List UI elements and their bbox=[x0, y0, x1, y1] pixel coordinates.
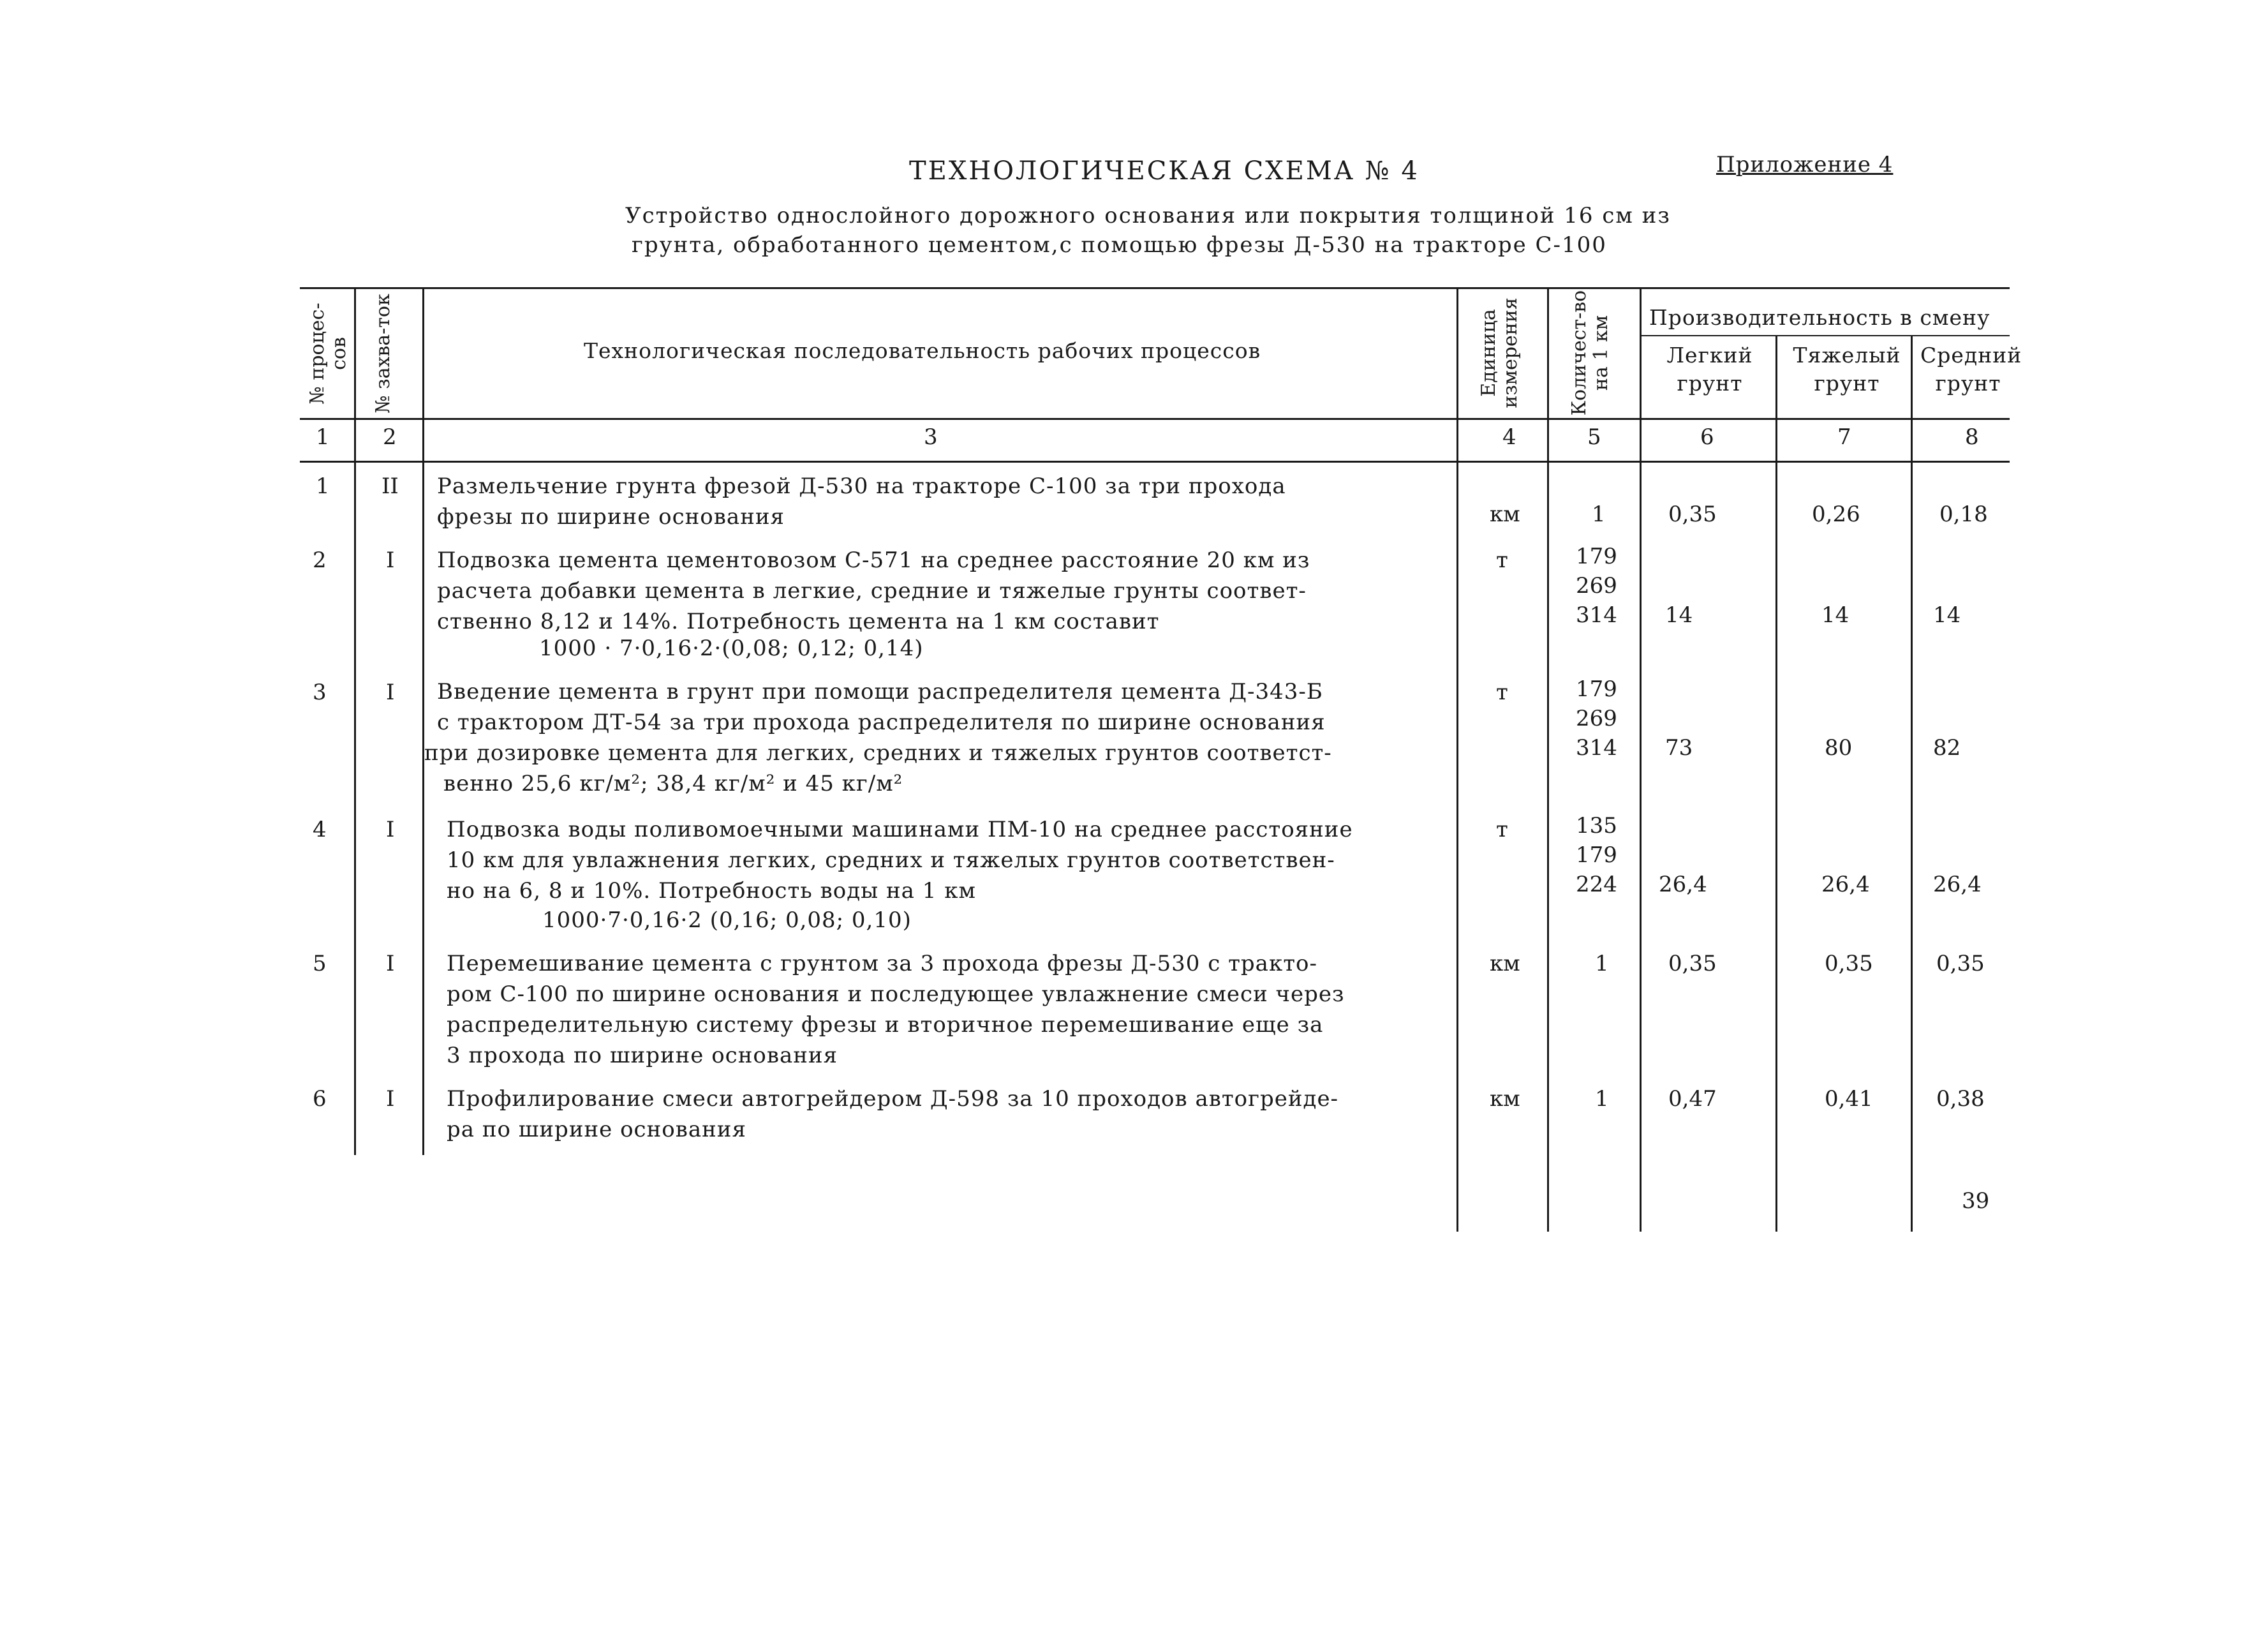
row-grip: I bbox=[386, 680, 395, 705]
row-light: 73 bbox=[1665, 735, 1693, 761]
table-top-rule bbox=[300, 287, 2010, 289]
row-text-line: Профилирование смеси автогрейдером Д-598 за 10 проходов автогрейде- bbox=[447, 1086, 1339, 1112]
header-qty: Количест-во на 1 км bbox=[1568, 290, 1612, 416]
colnum-bottom-rule bbox=[300, 461, 2010, 463]
vline-5 bbox=[1775, 335, 1777, 1232]
row-light: 14 bbox=[1665, 602, 1693, 628]
colnum-8: 8 bbox=[1965, 424, 1979, 450]
row-medium: 82 bbox=[1933, 735, 1961, 761]
row-medium: 26,4 bbox=[1933, 872, 1982, 897]
header-unit: Единица измерения bbox=[1478, 297, 1522, 408]
row-qty: 1 bbox=[1592, 502, 1606, 527]
row-grip: I bbox=[386, 1086, 395, 1112]
colnum-2: 2 bbox=[383, 424, 397, 450]
colnum-6: 6 bbox=[1700, 424, 1714, 450]
row-no: 2 bbox=[313, 548, 327, 573]
row-qty: 1 bbox=[1595, 951, 1609, 976]
row-unit: км bbox=[1490, 502, 1520, 527]
row-qty: 269 bbox=[1576, 573, 1617, 599]
header-medium: Средний грунт bbox=[1920, 343, 2022, 396]
row-no: 6 bbox=[313, 1086, 327, 1112]
row-unit: км bbox=[1490, 951, 1520, 976]
colnum-3: 3 bbox=[924, 424, 938, 450]
row-text-line: 1000 · 7·0,16·2·(0,08; 0,12; 0,14) bbox=[539, 636, 924, 661]
row-light: 0,35 bbox=[1668, 502, 1717, 527]
header-heavy: Тяжелый грунт bbox=[1793, 343, 1901, 396]
row-text-line: Подвозка цемента цементовозом С-571 на среднее расстояние 20 км из bbox=[437, 548, 1310, 573]
row-text-line: Перемешивание цемента с грунтом за 3 прохода фрезы Д-530 с тракто- bbox=[447, 951, 1317, 976]
row-unit: т bbox=[1496, 680, 1508, 705]
row-text-line: ром С-100 по ширине основания и последующее увлажнение смеси через bbox=[447, 981, 1345, 1007]
row-text-line: ственно 8,12 и 14%. Потребность цемента на 1 км составит bbox=[437, 609, 1160, 634]
row-no: 5 bbox=[313, 951, 327, 976]
row-text-line: 1000·7·0,16·2 (0,16; 0,08; 0,10) bbox=[542, 907, 912, 933]
row-heavy: 14 bbox=[1821, 602, 1849, 628]
row-grip: II bbox=[382, 474, 399, 499]
appendix-label: Приложение 4 bbox=[1716, 152, 1894, 177]
row-unit: т bbox=[1496, 817, 1508, 842]
row-no: 1 bbox=[316, 474, 330, 499]
row-text-line: 10 км для увлажнения легких, средних и тяжелых грунтов соответствен- bbox=[447, 847, 1335, 873]
row-qty: 314 bbox=[1576, 735, 1617, 761]
row-text-line: Подвозка воды поливомоечными машинами ПМ-10 на среднее расстояние bbox=[447, 817, 1353, 842]
row-grip: I bbox=[386, 951, 395, 976]
header-productivity: Производительность в смену bbox=[1649, 305, 1990, 330]
row-qty: 314 bbox=[1576, 602, 1617, 628]
row-qty: 1 bbox=[1595, 1086, 1609, 1112]
colnum-5: 5 bbox=[1587, 424, 1601, 450]
row-text-line: расчета добавки цемента в легкие, средние и тяжелые грунты соответ- bbox=[437, 578, 1307, 604]
colnum-1: 1 bbox=[316, 424, 330, 450]
row-qty: 135 bbox=[1576, 813, 1617, 839]
row-text-line: распределительную систему фрезы и вторичное перемешивание еще за bbox=[447, 1012, 1324, 1038]
row-text-line: но на 6, 8 и 10%. Потребность воды на 1 км bbox=[447, 878, 976, 904]
row-qty: 179 bbox=[1576, 842, 1617, 868]
vline-6 bbox=[1911, 335, 1913, 1232]
colnum-7: 7 bbox=[1837, 424, 1851, 450]
row-text-line: с трактором ДТ-54 за три прохода распределителя по ширине основания bbox=[437, 710, 1326, 735]
row-text-line: фрезы по ширине основания bbox=[437, 504, 785, 530]
row-text-line: при дозировке цемента для легких, средних и тяжелых грунтов соответст- bbox=[424, 740, 1332, 766]
row-grip: I bbox=[386, 817, 395, 842]
row-grip: I bbox=[386, 548, 395, 573]
row-medium: 0,18 bbox=[1939, 502, 1988, 527]
page-title: ТЕХНОЛОГИЧЕСКАЯ СХЕМА № 4 bbox=[909, 156, 1419, 186]
row-unit: км bbox=[1490, 1086, 1520, 1112]
row-heavy: 0,26 bbox=[1812, 502, 1860, 527]
row-text-line: венно 25,6 кг/м²; 38,4 кг/м² и 45 кг/м² bbox=[443, 771, 903, 796]
row-qty: 224 bbox=[1576, 872, 1617, 897]
row-text-line: Введение цемента в грунт при помощи распределителя цемента Д-343-Б bbox=[437, 679, 1323, 705]
row-text-line: Размельчение грунта фрезой Д-530 на тракторе С-100 за три прохода bbox=[437, 474, 1286, 499]
row-heavy: 0,35 bbox=[1825, 951, 1873, 976]
row-medium: 0,38 bbox=[1936, 1086, 1985, 1112]
vline-2 bbox=[1456, 287, 1458, 1232]
vline-3 bbox=[1547, 287, 1549, 1232]
productivity-subrule bbox=[1640, 335, 2010, 336]
row-light: 26,4 bbox=[1659, 872, 1707, 897]
row-qty: 179 bbox=[1576, 676, 1617, 702]
row-unit: т bbox=[1496, 548, 1508, 573]
row-heavy: 0,41 bbox=[1825, 1086, 1873, 1112]
header-bottom-rule bbox=[300, 418, 2010, 420]
row-light: 0,35 bbox=[1668, 951, 1717, 976]
header-sequence: Технологическая последовательность рабочих процессов bbox=[584, 338, 1261, 363]
row-light: 0,47 bbox=[1668, 1086, 1717, 1112]
row-medium: 0,35 bbox=[1936, 951, 1985, 976]
row-text-line: 3 прохода по ширине основания bbox=[447, 1043, 838, 1068]
page-number: 39 bbox=[1962, 1188, 1990, 1214]
row-medium: 14 bbox=[1933, 602, 1961, 628]
header-proc-no: № процес-сов bbox=[306, 302, 350, 405]
header-grip-no: № захва-ток bbox=[372, 294, 394, 414]
colnum-4: 4 bbox=[1502, 424, 1516, 450]
row-text-line: ра по ширине основания bbox=[447, 1117, 746, 1142]
subtitle-line-1: Устройство однослойного дорожного основания или покрытия толщиной 16 см из bbox=[625, 203, 1671, 228]
vline-4 bbox=[1640, 287, 1642, 1232]
header-light: Легкий грунт bbox=[1666, 343, 1753, 396]
row-no: 4 bbox=[313, 817, 327, 842]
row-qty: 179 bbox=[1576, 544, 1617, 569]
row-no: 3 bbox=[313, 680, 327, 705]
vline-1 bbox=[422, 287, 424, 1155]
row-qty: 269 bbox=[1576, 706, 1617, 731]
row-heavy: 80 bbox=[1825, 735, 1853, 761]
row-heavy: 26,4 bbox=[1821, 872, 1870, 897]
subtitle-line-2: грунта, обработанного цементом,с помощью фрезы Д-530 на тракторе С-100 bbox=[632, 232, 1607, 258]
